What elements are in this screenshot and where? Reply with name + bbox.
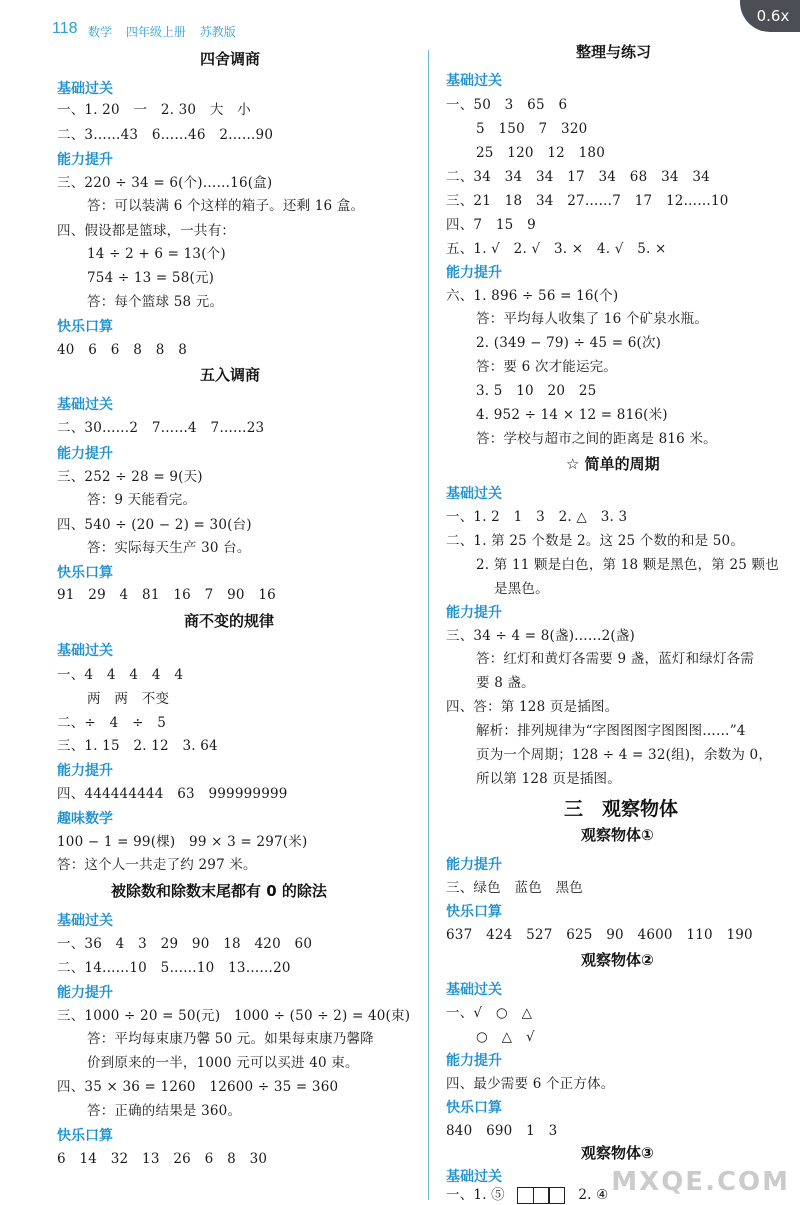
- section-heading: 快乐口算: [57, 319, 113, 335]
- answer-line: 二、1. 第 25 个数是 2。这 25 个数的和是 50。: [446, 533, 745, 549]
- answer-line: 14 ÷ 2 + 6 = 13(个): [87, 246, 226, 262]
- answer-line: 2. 第 11 颗是白色，第 18 颗是黑色，第 25 颗也: [476, 557, 779, 573]
- answer-line: 40 6 6 8 8 8: [57, 342, 188, 358]
- answer-line: 答：可以装满 6 个这样的箱子。还剩 16 盒。: [87, 198, 365, 214]
- answer-line: 100 − 1 = 99(棵) 99 × 3 = 297(米): [57, 834, 308, 850]
- lesson-title: 整理与练习: [576, 43, 652, 61]
- chapter-title: 三 观察物体: [564, 798, 679, 820]
- answer-line: 答：学校与超市之间的距离是 816 米。: [476, 431, 717, 447]
- section-heading: 能力提升: [446, 857, 502, 873]
- answer-line: 答：平均每人收集了 16 个矿泉水瓶。: [476, 311, 709, 327]
- answer-line: 四、444444444 63 999999999: [57, 786, 288, 802]
- section-heading: 基础过关: [57, 397, 113, 413]
- answer-line: 价到原来的一半，1000 元可以买进 40 束。: [87, 1055, 359, 1071]
- grade-label: 四年级上册: [125, 25, 186, 39]
- section-heading: 能力提升: [446, 1053, 502, 1069]
- answer-line: 六、1. 896 ÷ 56 = 16(个): [446, 288, 619, 304]
- answer-line: 二、÷ 4 ÷ 5: [57, 715, 167, 731]
- section-heading: 快乐口算: [446, 904, 502, 920]
- section-heading: 能力提升: [446, 265, 502, 281]
- section-heading: 基础过关: [57, 913, 113, 929]
- answer-line: 二、30……2 7……4 7……23: [57, 420, 265, 436]
- answer-line: 四、7 15 9: [446, 217, 536, 233]
- answer-line: 答：实际每天生产 30 台。: [87, 540, 251, 556]
- answer-line: 答：红灯和黄灯各需要 9 盏，蓝灯和绿灯各需: [476, 651, 755, 667]
- cube-view-boxes: [517, 1187, 564, 1204]
- section-heading: 快乐口算: [57, 1128, 113, 1144]
- answer-line: 三、1000 ÷ 20 = 50(元) 1000 ÷ (50 ÷ 2) = 40(束): [57, 1008, 411, 1024]
- answer-line: 四、假设都是篮球，一共有：: [57, 223, 236, 239]
- section-heading: 能力提升: [57, 446, 113, 462]
- answer-line: 二、34 34 34 17 34 68 34 34: [446, 169, 710, 185]
- answer-line: 是黑色。: [494, 581, 549, 597]
- answer-line: 答：每个篮球 58 元。: [87, 294, 224, 310]
- column-divider: [428, 50, 429, 1200]
- answer-line: 答：要 6 次才能运完。: [476, 359, 618, 375]
- answer-line: 754 ÷ 13 = 58(元): [87, 270, 215, 286]
- answer-line: 要 8 盏。: [476, 675, 535, 691]
- answer-line: 两 两 不变: [87, 691, 170, 707]
- section-heading: 能力提升: [57, 152, 113, 168]
- section-heading: 能力提升: [57, 763, 113, 779]
- section-heading: 基础过关: [57, 81, 113, 97]
- section-heading: 基础过关: [446, 486, 502, 502]
- answer-line: 三、1. 15 2. 12 3. 64: [57, 738, 218, 754]
- watermark-text: MXQE.COM: [611, 1167, 790, 1197]
- lesson-title: 被除数和除数末尾都有 0 的除法: [111, 882, 327, 900]
- answer-line: 答：这个人一共走了约 297 米。: [57, 857, 257, 873]
- subject-label: 数学: [88, 25, 113, 39]
- page-header: [0, 0, 800, 44]
- section-heading: 快乐口算: [57, 565, 113, 581]
- answer-line: 页为一个周期；128 ÷ 4 = 32(组)，余数为 0，: [476, 747, 773, 763]
- answer-line: 答：正确的结果是 360。: [87, 1103, 242, 1119]
- answer-line: 二、3……43 6……46 2……90: [57, 127, 274, 143]
- edition-label: 苏教版: [199, 25, 236, 39]
- zoom-level-badge[interactable]: 0.6x: [740, 0, 800, 32]
- answer-line: 25 120 12 180: [476, 145, 605, 161]
- answer-line: 解析：排列规律为“字图图图字图图图……”4: [476, 723, 746, 739]
- answer-line: 637 424 527 625 90 4600 110 190: [446, 927, 753, 943]
- answer-prefix: 一、1. ⑤: [446, 1187, 505, 1203]
- section-heading: 快乐口算: [446, 1100, 502, 1116]
- lesson-title: ☆ 简单的周期: [566, 455, 660, 473]
- section-heading: 基础过关: [57, 643, 113, 659]
- lesson-title: 观察物体③: [581, 1144, 654, 1162]
- answer-line: 6 14 32 13 26 6 8 30: [57, 1151, 268, 1167]
- section-heading: 能力提升: [57, 985, 113, 1001]
- answer-line: 一、1. 2 1 3 2. △ 3. 3: [446, 509, 628, 525]
- answer-line: 840 690 1 3: [446, 1123, 558, 1139]
- answer-line: 3. 5 10 20 25: [476, 383, 597, 399]
- section-heading: 基础过关: [446, 1169, 502, 1185]
- lesson-title: 观察物体①: [581, 826, 654, 844]
- answer-line: 5 150 7 320: [476, 121, 588, 137]
- answer-line: 2. (349 − 79) ÷ 45 = 6(次): [476, 335, 662, 351]
- lesson-title: 五入调商: [200, 366, 261, 384]
- answer-line: 4. 952 ÷ 14 × 12 = 816(米): [476, 407, 668, 423]
- answer-line: 一、√ ○ △: [446, 1005, 533, 1021]
- answer-line: 所以第 128 页是插图。: [476, 771, 621, 787]
- answer-line: 二、14……10 5……10 13……20: [57, 960, 291, 976]
- answer-line: 三、21 18 34 27……7 17 12……10: [446, 193, 729, 209]
- answer-line: 三、220 ÷ 34 = 6(个)……16(盒): [57, 175, 273, 191]
- answer-line: 四、35 × 36 = 1260 12600 ÷ 35 = 360: [57, 1079, 339, 1095]
- page-number: 118: [52, 20, 78, 37]
- answer-line: 一、50 3 65 6: [446, 97, 568, 113]
- answer-line: 四、540 ÷ (20 − 2) = 30(台): [57, 517, 252, 533]
- lesson-title: 观察物体②: [581, 951, 654, 969]
- section-heading: 趣味数学: [57, 811, 113, 827]
- section-heading: 基础过关: [446, 73, 502, 89]
- lesson-title: 商不变的规律: [184, 612, 275, 630]
- answer-line: 答：平均每束康乃馨 50 元。如果每束康乃馨降: [87, 1031, 374, 1047]
- answer-line: 一、4 4 4 4 4: [57, 667, 184, 683]
- answer-line: 五、1. √ 2. √ 3. × 4. √ 5. ×: [446, 241, 667, 257]
- answer-line: 四、答：第 128 页是插图。: [446, 699, 619, 715]
- book-info: [88, 23, 246, 40]
- answer-line: 四、最少需要 6 个正方体。: [446, 1076, 615, 1092]
- answer-line: 三、34 ÷ 4 = 8(盏)……2(盏): [446, 628, 636, 644]
- answer-line: 答：9 天能看完。: [87, 492, 197, 508]
- answer-line: 一、36 4 3 29 90 18 420 60: [57, 936, 313, 952]
- answer-line: 三、绿色 蓝色 黑色: [446, 880, 583, 896]
- answer-line: 91 29 4 81 16 7 90 16: [57, 587, 276, 603]
- lesson-title: 四舍调商: [200, 50, 261, 68]
- section-heading: 能力提升: [446, 605, 502, 621]
- answer-line: 一、1. 20 一 2. 30 大 小: [57, 102, 251, 118]
- answer-line: ○ △ √: [476, 1029, 535, 1045]
- answer-line-boxes: [446, 1183, 608, 1204]
- answer-line: 三、252 ÷ 28 = 9(天): [57, 469, 203, 485]
- answer-suffix: 2. ④: [578, 1187, 609, 1203]
- section-heading: 基础过关: [446, 982, 502, 998]
